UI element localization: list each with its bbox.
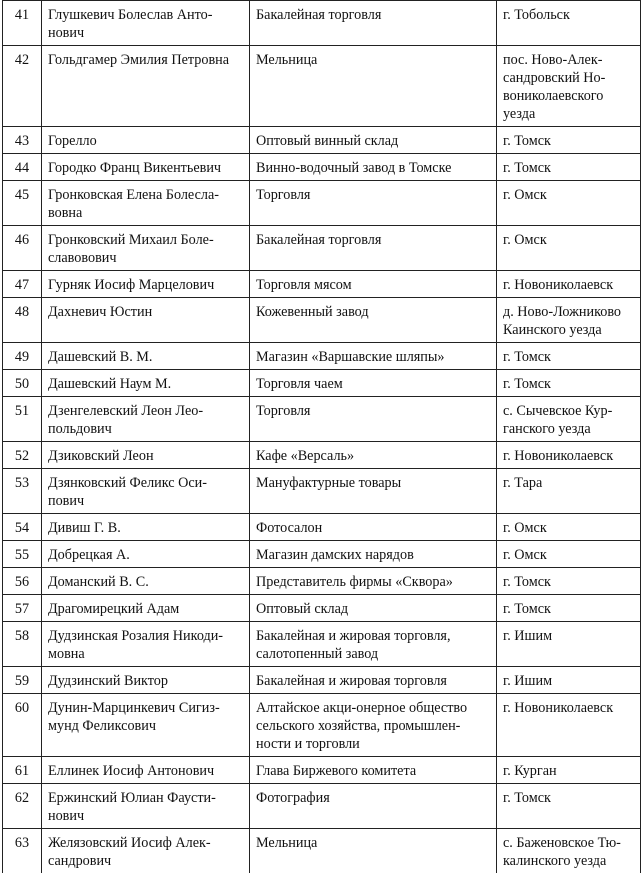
row-number: 43 bbox=[3, 127, 42, 154]
row-number: 57 bbox=[3, 595, 42, 622]
business-activity: Торговля bbox=[250, 397, 497, 442]
table-row bbox=[3, 181, 641, 226]
row-number: 53 bbox=[3, 469, 42, 514]
table-row bbox=[3, 271, 641, 298]
person-name: Дунин-Марцинкевич Сигиз- мунд Феликсович bbox=[42, 694, 250, 757]
table-row bbox=[3, 694, 641, 757]
table-row bbox=[3, 226, 641, 271]
person-name: Гронковская Елена Болесла- вовна bbox=[42, 181, 250, 226]
business-activity: Торговля мясом bbox=[250, 271, 497, 298]
location: г. Новониколаевск bbox=[497, 271, 641, 298]
row-number: 44 bbox=[3, 154, 42, 181]
person-name: Гурняк Иосиф Марцелович bbox=[42, 271, 250, 298]
location: г. Томск bbox=[497, 343, 641, 370]
row-number: 61 bbox=[3, 757, 42, 784]
location: г. Томск bbox=[497, 784, 641, 829]
table-row bbox=[3, 46, 641, 127]
business-activity: Бакалейная и жировая торговля, салотопенный завод bbox=[250, 622, 497, 667]
row-number: 58 bbox=[3, 622, 42, 667]
business-activity: Бакалейная и жировая торговля bbox=[250, 667, 497, 694]
row-number: 59 bbox=[3, 667, 42, 694]
business-activity: Фотография bbox=[250, 784, 497, 829]
location: г. Омск bbox=[497, 514, 641, 541]
registry-table bbox=[2, 0, 641, 873]
location: г. Тара bbox=[497, 469, 641, 514]
person-name: Гольдгамер Эмилия Петровна bbox=[42, 46, 250, 127]
table-row bbox=[3, 541, 641, 568]
person-name: Глушкевич Болеслав Анто- нович bbox=[42, 1, 250, 46]
row-number: 45 bbox=[3, 181, 42, 226]
row-number: 62 bbox=[3, 784, 42, 829]
location: г. Томск bbox=[497, 154, 641, 181]
row-number: 42 bbox=[3, 46, 42, 127]
row-number: 63 bbox=[3, 829, 42, 874]
location: г. Омск bbox=[497, 541, 641, 568]
row-number: 55 bbox=[3, 541, 42, 568]
person-name: Дашевский В. М. bbox=[42, 343, 250, 370]
business-activity: Оптовый винный склад bbox=[250, 127, 497, 154]
business-activity: Фотосалон bbox=[250, 514, 497, 541]
person-name: Городко Франц Викентьевич bbox=[42, 154, 250, 181]
business-activity: Магазин «Варшавские шляпы» bbox=[250, 343, 497, 370]
table-row bbox=[3, 667, 641, 694]
location: г. Омск bbox=[497, 226, 641, 271]
person-name: Дивиш Г. В. bbox=[42, 514, 250, 541]
location: д. Ново-Ложниково Каинского уезда bbox=[497, 298, 641, 343]
business-activity: Алтайское акци-онерное общество сельского хозяйства, промышлен- ности и торговли bbox=[250, 694, 497, 757]
business-activity: Бакалейная торговля bbox=[250, 226, 497, 271]
location: г. Томск bbox=[497, 595, 641, 622]
row-number: 49 bbox=[3, 343, 42, 370]
business-activity: Мельница bbox=[250, 46, 497, 127]
person-name: Горелло bbox=[42, 127, 250, 154]
table-row bbox=[3, 127, 641, 154]
table-row bbox=[3, 595, 641, 622]
row-number: 52 bbox=[3, 442, 42, 469]
location: с. Баженовское Тю- калинского уезда bbox=[497, 829, 641, 874]
table-row bbox=[3, 829, 641, 874]
table-row bbox=[3, 469, 641, 514]
business-activity: Магазин дамских нарядов bbox=[250, 541, 497, 568]
row-number: 56 bbox=[3, 568, 42, 595]
business-activity: Представитель фирмы «Сквора» bbox=[250, 568, 497, 595]
table-row bbox=[3, 757, 641, 784]
location: г. Томск bbox=[497, 370, 641, 397]
business-activity: Кожевенный завод bbox=[250, 298, 497, 343]
location: г. Ишим bbox=[497, 622, 641, 667]
row-number: 50 bbox=[3, 370, 42, 397]
business-activity: Глава Биржевого комитета bbox=[250, 757, 497, 784]
table-row bbox=[3, 1, 641, 46]
location: пос. Ново-Алек- сандровский Но- вониколаевского уезда bbox=[497, 46, 641, 127]
location: г. Тобольск bbox=[497, 1, 641, 46]
row-number: 48 bbox=[3, 298, 42, 343]
person-name: Доманский В. С. bbox=[42, 568, 250, 595]
location: г. Ишим bbox=[497, 667, 641, 694]
person-name: Дахневич Юстин bbox=[42, 298, 250, 343]
table-row bbox=[3, 514, 641, 541]
table-row bbox=[3, 343, 641, 370]
person-name: Дзянковский Феликс Оси- пович bbox=[42, 469, 250, 514]
table-row bbox=[3, 568, 641, 595]
row-number: 54 bbox=[3, 514, 42, 541]
table-row bbox=[3, 442, 641, 469]
location: г. Томск bbox=[497, 127, 641, 154]
person-name: Дашевский Наум М. bbox=[42, 370, 250, 397]
table-row bbox=[3, 397, 641, 442]
table-row bbox=[3, 622, 641, 667]
person-name: Ержинский Юлиан Фаусти- нович bbox=[42, 784, 250, 829]
business-activity: Торговля bbox=[250, 181, 497, 226]
person-name: Гронковский Михаил Боле- славовович bbox=[42, 226, 250, 271]
person-name: Желязовский Иосиф Алек- сандрович bbox=[42, 829, 250, 874]
business-activity: Оптовый склад bbox=[250, 595, 497, 622]
row-number: 46 bbox=[3, 226, 42, 271]
table-row bbox=[3, 784, 641, 829]
location: г. Новониколаевск bbox=[497, 694, 641, 757]
location: г. Томск bbox=[497, 568, 641, 595]
table-row bbox=[3, 154, 641, 181]
row-number: 47 bbox=[3, 271, 42, 298]
row-number: 51 bbox=[3, 397, 42, 442]
table-row bbox=[3, 298, 641, 343]
table-row bbox=[3, 370, 641, 397]
person-name: Дзенгелевский Леон Лео- польдович bbox=[42, 397, 250, 442]
row-number: 60 bbox=[3, 694, 42, 757]
business-activity: Бакалейная торговля bbox=[250, 1, 497, 46]
business-activity: Винно-водочный завод в Томске bbox=[250, 154, 497, 181]
row-number: 41 bbox=[3, 1, 42, 46]
person-name: Дудзинская Розалия Никоди- мовна bbox=[42, 622, 250, 667]
location: г. Курган bbox=[497, 757, 641, 784]
business-activity: Мельница bbox=[250, 829, 497, 874]
person-name: Драгомирецкий Адам bbox=[42, 595, 250, 622]
business-activity: Торговля чаем bbox=[250, 370, 497, 397]
person-name: Дудзинский Виктор bbox=[42, 667, 250, 694]
location: с. Сычевское Кур- ганского уезда bbox=[497, 397, 641, 442]
business-activity: Кафе «Версаль» bbox=[250, 442, 497, 469]
registry-body bbox=[3, 1, 641, 874]
location: г. Новониколаевск bbox=[497, 442, 641, 469]
person-name: Дзиковский Леон bbox=[42, 442, 250, 469]
business-activity: Мануфактурные товары bbox=[250, 469, 497, 514]
person-name: Еллинек Иосиф Антонович bbox=[42, 757, 250, 784]
person-name: Добрецкая А. bbox=[42, 541, 250, 568]
location: г. Омск bbox=[497, 181, 641, 226]
